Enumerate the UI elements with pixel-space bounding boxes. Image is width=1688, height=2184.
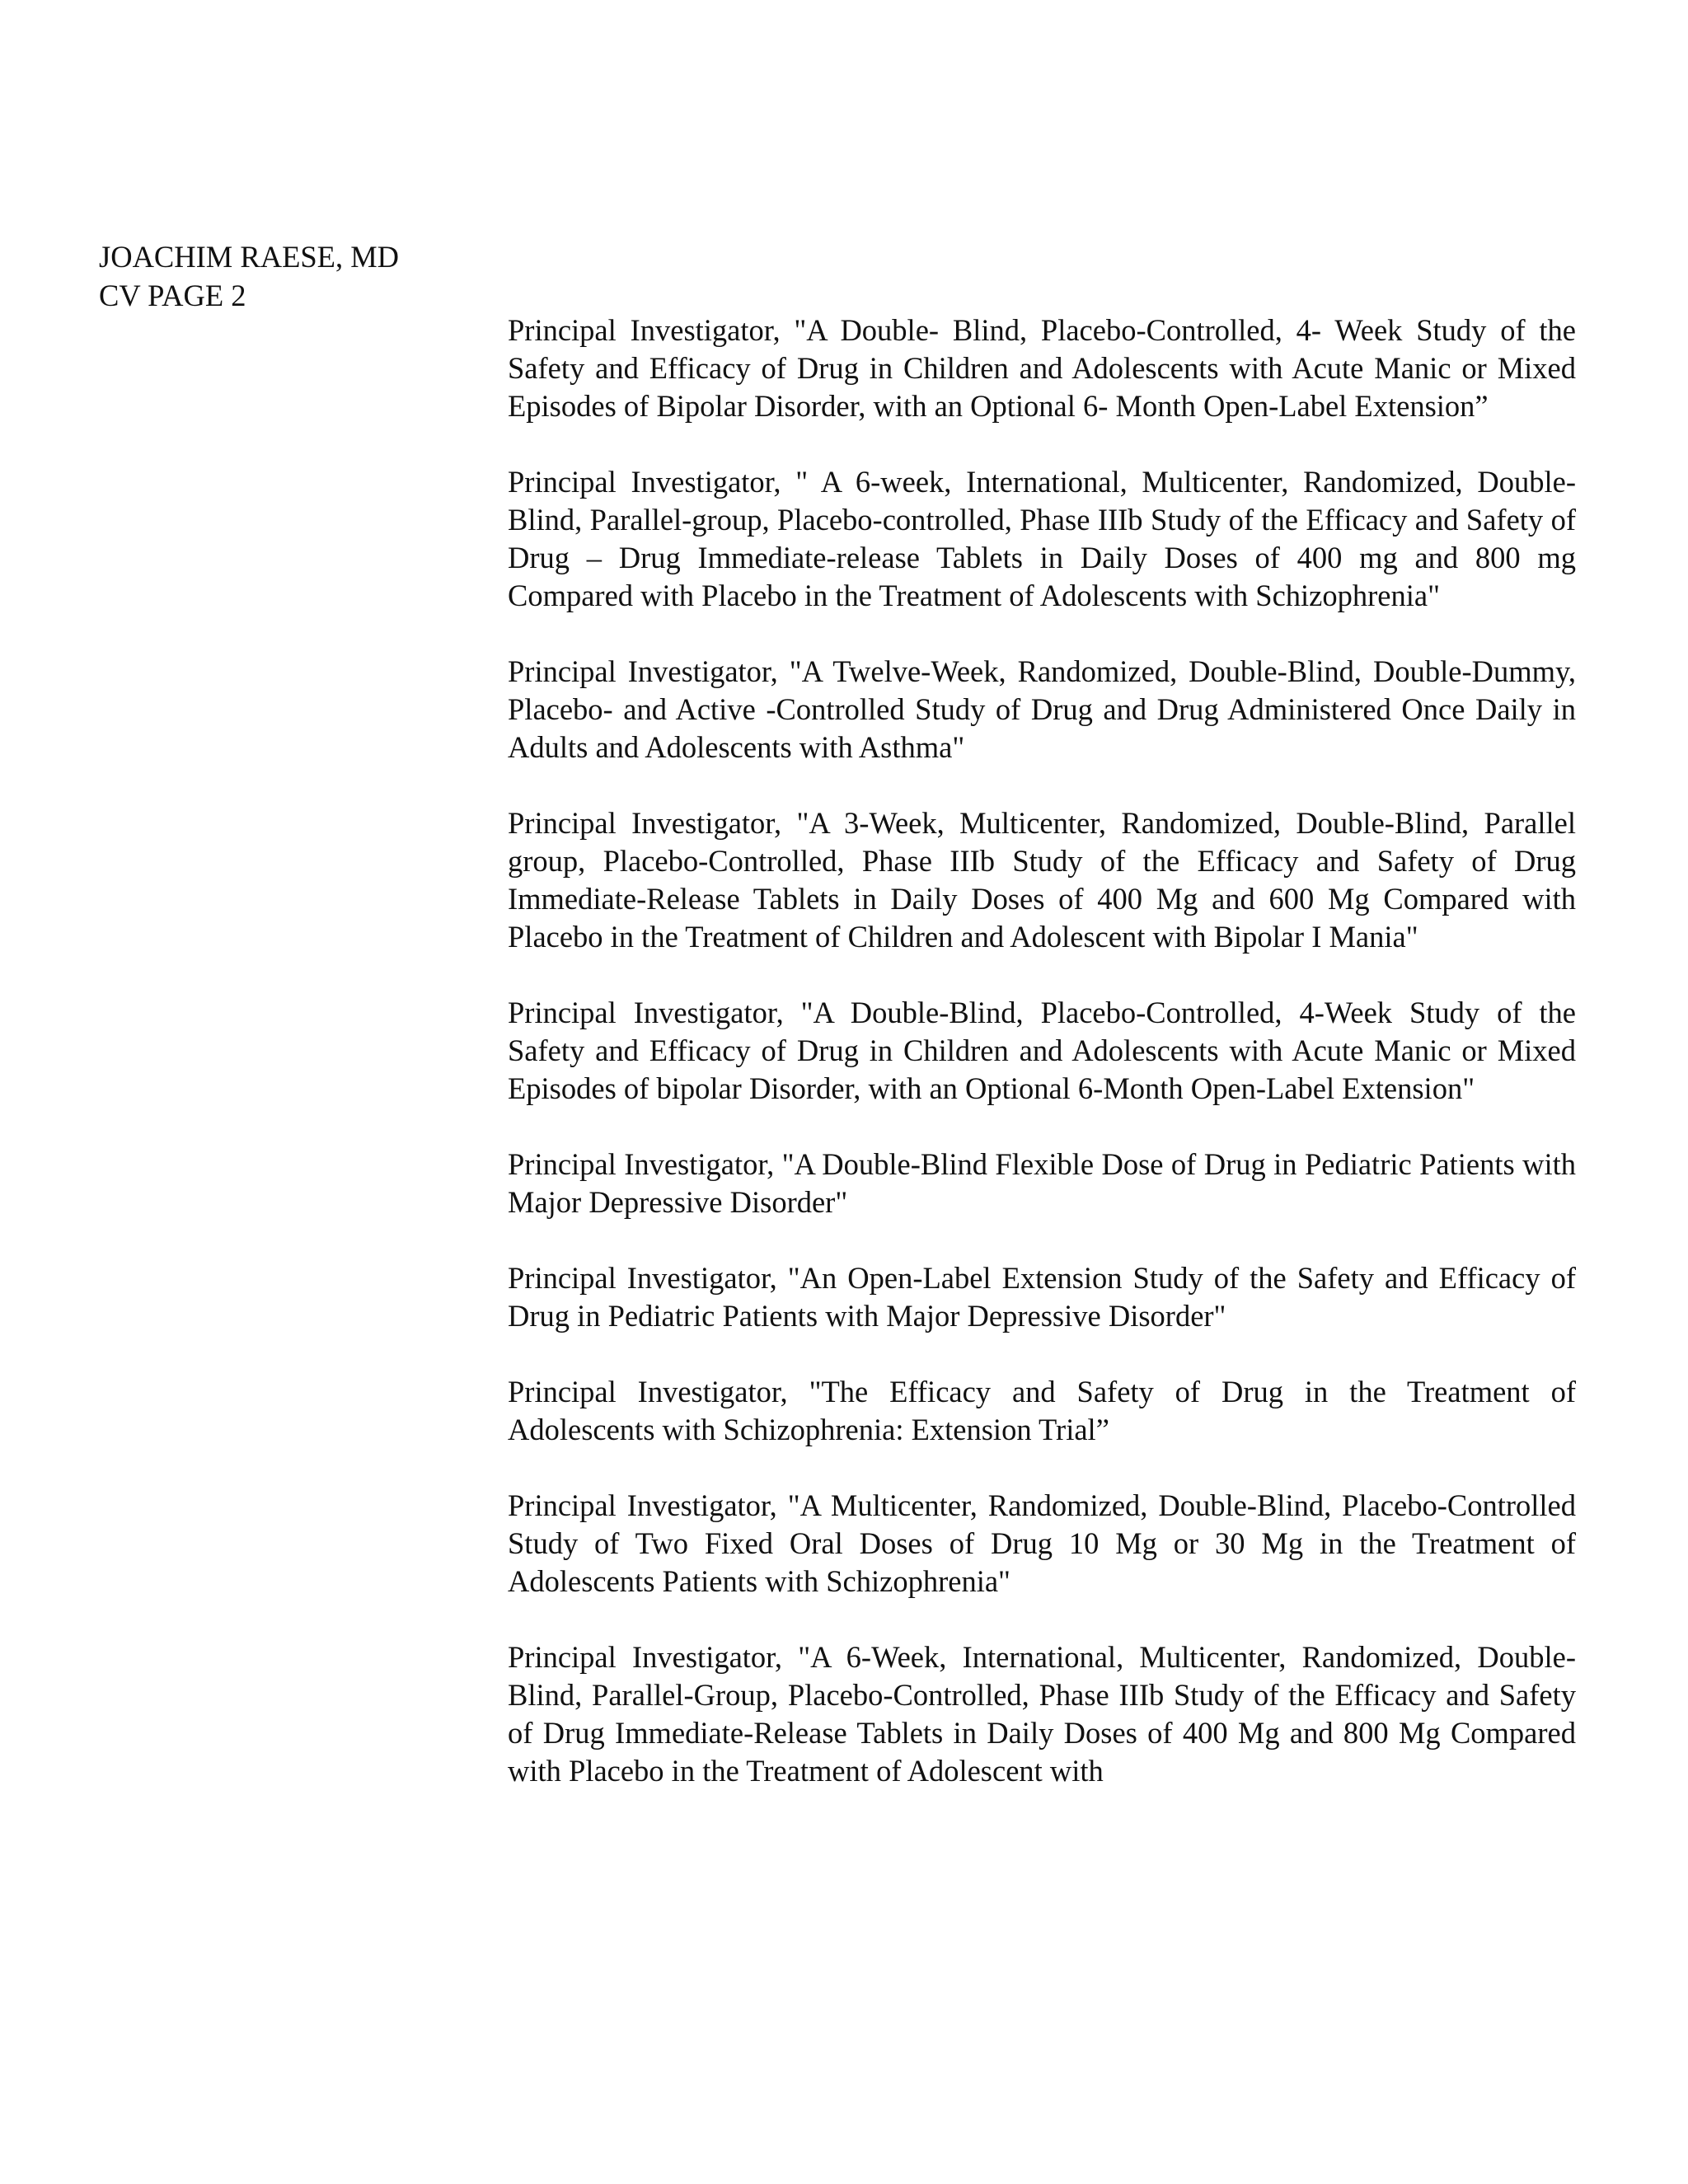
- page-header: [99, 237, 399, 315]
- research-entry: Principal Investigator, "An Open-Label Extension Study of the Safety and Efficacy of Drug in Pediatric Patients with Major Depressive Disorder": [508, 1261, 1576, 1333]
- research-entry: Principal Investigator, "A Double- Blind, Placebo-Controlled, 4- Week Study of the Safety and Efficacy of Drug in Children and Adolescents with Acute Manic or Mixed Episodes of Bipolar Disorder, with an Optional 6- Month Open-Label Extension”: [508, 313, 1576, 423]
- research-entry: Principal Investigator, "A Twelve-Week, Randomized, Double-Blind, Double-Dummy, Placebo- and Active -Controlled Study of Drug and Drug Administered Once Daily in Adults and Adolescents with Asthma": [508, 654, 1576, 764]
- research-entry: Principal Investigator, "A Double-Blind Flexible Dose of Drug in Pediatric Patients with Major Depressive Disorder": [508, 1147, 1576, 1219]
- author-name: JOACHIM RAESE, MD: [99, 240, 400, 274]
- research-entry: Principal Investigator, "The Efficacy and Safety of Drug in the Treatment of Adolescents with Schizophrenia: Extension Trial”: [508, 1375, 1576, 1446]
- research-entry: Principal Investigator, "A Multicenter, Randomized, Double-Blind, Placebo-Controlled Study of Two Fixed Oral Doses of Drug 10 Mg or 30 Mg in the Treatment of Adolescents Patients with Schizophrenia": [508, 1488, 1576, 1598]
- research-entry: Principal Investigator, "A 3-Week, Multicenter, Randomized, Double-Blind, Parallel group, Placebo-Controlled, Phase IIIb Study of the Efficacy and Safety of Drug Immediate-Release Tablets in Daily Doses of 400 Mg and 600 Mg Compared with Placebo in the Treatment of Children and Adolescent with Bipolar I Mania": [508, 806, 1576, 954]
- research-entry: Principal Investigator, "A Double-Blind, Placebo-Controlled, 4-Week Study of the Safety and Efficacy of Drug in Children and Adolescents with Acute Manic or Mixed Episodes of bipolar Disorder, with an Optional 6-Month Open-Label Extension": [508, 996, 1576, 1105]
- research-entry: Principal Investigator, " A 6-week, International, Multicenter, Randomized, Double-Blind, Parallel-group, Placebo-controlled, Phase IIIb Study of the Efficacy and Safety of Drug – Drug Immediate-release Tablets in Daily Doses of 400 mg and 800 mg Compared with Placebo in the Treatment of Adolescents with Schizophrenia": [508, 465, 1576, 612]
- research-entries-list: [508, 312, 1576, 1828]
- page-label: CV PAGE 2: [99, 279, 246, 312]
- research-entry: Principal Investigator, "A 6-Week, International, Multicenter, Randomized, Double-Blind, Parallel-Group, Placebo-Controlled, Phase IIIb Study of the Efficacy and Safety of Drug Immediate-Release Tablets in Daily Doses of 400 Mg and 800 Mg Compared with Placebo in the Treatment of Adolescent with: [508, 1640, 1576, 1788]
